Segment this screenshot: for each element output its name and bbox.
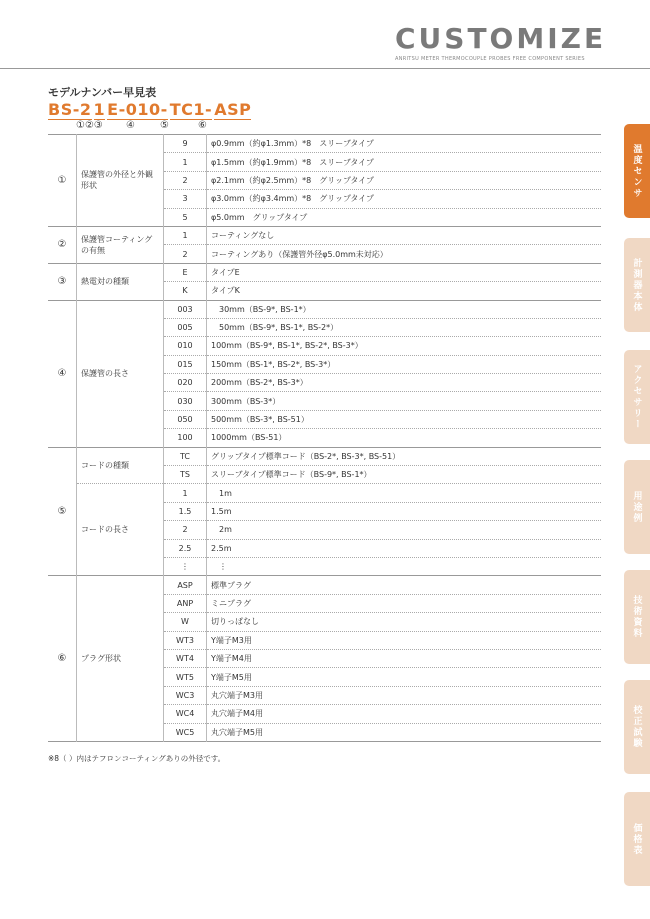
- option-code: TC: [164, 447, 207, 465]
- group-number: ④: [48, 300, 77, 447]
- position-mark: ⑤: [160, 120, 169, 131]
- option-description: φ3.0mm（約φ3.4mm）*8 グリップタイプ: [211, 194, 374, 204]
- option-code: 003: [164, 300, 207, 318]
- model-part: BS-2: [48, 100, 92, 119]
- page-title: モデルナンバー早見表: [48, 86, 157, 99]
- group-item: 保護管の長さ: [77, 300, 164, 447]
- option-description: 500mm（BS-3*, BS-51）: [211, 415, 309, 425]
- model-number-table: [48, 134, 601, 742]
- option-description: 標準プラグ: [211, 580, 251, 590]
- table-row: [48, 484, 601, 502]
- option-description: 300mm（BS-3*）: [211, 396, 281, 406]
- option-description: スリーブタイプ標準コード（BS-9*, BS-1*）: [211, 470, 372, 480]
- option-code: WC3: [164, 686, 207, 704]
- table-row: [48, 135, 601, 153]
- option-description: 丸穴端子M3用: [211, 690, 263, 700]
- option-code: 9: [164, 135, 207, 153]
- option-code: ⋮: [164, 557, 207, 575]
- option-code: 005: [164, 318, 207, 336]
- option-code: TS: [164, 466, 207, 484]
- logo-subtitle: ANRITSU METER THERMOCOUPLE PROBES FREE COMPONENT SERIES: [395, 56, 585, 62]
- model-part: TC1-: [169, 100, 213, 119]
- option-description: コーティングあり（保護管外径φ5.0mm未対応）: [211, 249, 388, 259]
- option-code: 1: [164, 153, 207, 171]
- header-rule: [0, 68, 650, 69]
- option-code: WT3: [164, 631, 207, 649]
- model-part: 1: [93, 100, 106, 119]
- side-tab[interactable]: 計測器本体: [624, 238, 650, 332]
- option-code: ASP: [164, 576, 207, 594]
- option-description: 200mm（BS-2*, BS-3*）: [211, 378, 308, 388]
- option-code: WC5: [164, 723, 207, 741]
- table-row: [48, 226, 601, 244]
- option-description: 1.5m: [211, 507, 232, 516]
- option-code: 1.5: [164, 502, 207, 520]
- option-description: 2.5m: [211, 543, 232, 553]
- option-code: ANP: [164, 594, 207, 612]
- option-code: 1: [164, 226, 207, 244]
- side-tab[interactable]: 技術資料: [624, 570, 650, 664]
- option-code: 050: [164, 410, 207, 428]
- option-code: 2: [164, 521, 207, 539]
- side-tab[interactable]: 用途例: [624, 460, 650, 554]
- option-code: 100: [164, 429, 207, 447]
- option-description: ⋮: [211, 562, 227, 572]
- option-code: K: [164, 282, 207, 300]
- option-description: 1m: [211, 488, 232, 498]
- option-description: グリップタイプ標準コード（BS-2*, BS-3*, BS-51）: [211, 451, 401, 461]
- option-code: W: [164, 613, 207, 631]
- position-mark: ④: [126, 120, 135, 131]
- option-description: 50mm（BS-9*, BS-1*, BS-2*）: [211, 323, 339, 333]
- table-row: [48, 447, 601, 465]
- option-code: 3: [164, 190, 207, 208]
- side-tab[interactable]: アクセサリー: [624, 350, 650, 444]
- option-code: 2.5: [164, 539, 207, 557]
- option-description: 30mm（BS-9*, BS-1*）: [211, 304, 311, 314]
- option-description: φ1.5mm（約φ1.9mm）*8 スリーブタイプ: [211, 157, 374, 167]
- option-code: 2: [164, 171, 207, 189]
- group-item: 熱電対の種類: [77, 263, 164, 300]
- option-code: WT4: [164, 649, 207, 667]
- model-part: E-010-: [107, 100, 168, 119]
- option-code: 010: [164, 337, 207, 355]
- option-description: 切りっぱなし: [211, 617, 259, 627]
- group-item: 保護管コーティングの有無: [77, 226, 164, 263]
- model-number: [48, 100, 253, 119]
- option-description: タイプK: [211, 286, 240, 296]
- option-description: 2m: [211, 525, 232, 535]
- customize-logo: [395, 22, 605, 67]
- table-row: [48, 576, 601, 594]
- model-part: ASP: [214, 100, 252, 119]
- option-description: φ2.1mm（約φ2.5mm）*8 グリップタイプ: [211, 175, 374, 185]
- group-item: コードの長さ: [77, 484, 164, 576]
- side-tab[interactable]: 校正試験: [624, 680, 650, 774]
- option-description: 100mm（BS-9*, BS-1*, BS-2*, BS-3*）: [211, 341, 363, 351]
- option-description: コーティングなし: [211, 231, 275, 241]
- option-description: タイプE: [211, 267, 240, 277]
- option-code: 2: [164, 245, 207, 263]
- option-code: 5: [164, 208, 207, 226]
- option-description: 丸穴端子M5用: [211, 727, 263, 737]
- option-code: 1: [164, 484, 207, 502]
- group-number: ①: [48, 135, 77, 227]
- footnote: ※8（ ）内はテフロンコーティングありの外径です。: [48, 754, 226, 763]
- table-row: [48, 263, 601, 281]
- side-tab[interactable]: 価格表: [624, 792, 650, 886]
- group-item: コードの種類: [77, 447, 164, 484]
- option-code: WT5: [164, 668, 207, 686]
- option-description: Y端子M5用: [211, 672, 252, 682]
- option-description: ミニプラグ: [211, 598, 251, 608]
- group-number: ②: [48, 226, 77, 263]
- table-row: [48, 300, 601, 318]
- group-item: プラグ形状: [77, 576, 164, 742]
- option-description: 1000mm（BS-51）: [211, 433, 287, 443]
- group-number: ⑥: [48, 576, 77, 742]
- option-code: 030: [164, 392, 207, 410]
- group-number: ③: [48, 263, 77, 300]
- group-item: 保護管の外径と外観形状: [77, 135, 164, 227]
- option-code: E: [164, 263, 207, 281]
- group-number: ⑤: [48, 447, 77, 576]
- logo-brand: CUSTOMIZE: [395, 22, 607, 55]
- option-description: Y端子M3用: [211, 635, 252, 645]
- option-code: WC4: [164, 705, 207, 723]
- option-description: φ0.9mm（約φ1.3mm）*8 スリーブタイプ: [211, 139, 374, 149]
- side-tab[interactable]: 温度センサ: [624, 124, 650, 218]
- option-code: 015: [164, 355, 207, 373]
- option-description: φ5.0mm グリップタイプ: [211, 212, 308, 222]
- option-description: 丸穴端子M4用: [211, 709, 263, 719]
- position-mark: ①②③: [76, 120, 103, 131]
- option-description: Y端子M4用: [211, 654, 252, 664]
- option-code: 020: [164, 374, 207, 392]
- position-mark: ⑥: [198, 120, 207, 131]
- option-description: 150mm（BS-1*, BS-2*, BS-3*）: [211, 359, 336, 369]
